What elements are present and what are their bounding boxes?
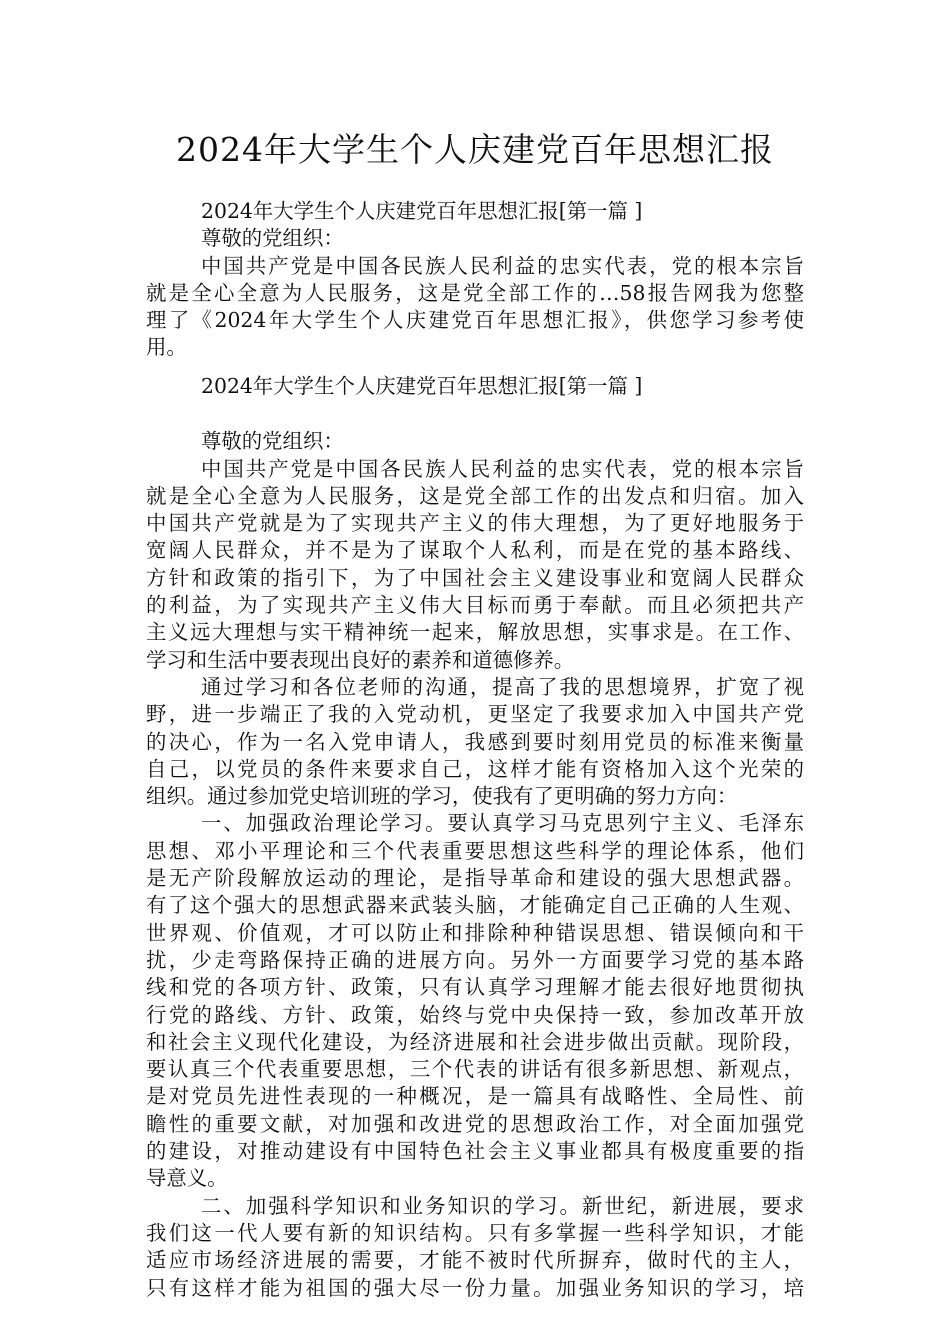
paragraph-line: 线和党的各项方针、政策，只有认真学习理解才能去很好地贯彻执 xyxy=(146,975,804,1000)
main-body-section xyxy=(146,373,804,1302)
paragraph-line: 学习和生活中要表现出良好的素养和道德修养。 xyxy=(146,647,575,672)
paragraph-2 xyxy=(146,674,804,810)
paragraph-line: 和社会主义现代化建设，为经济进展和社会进步做出贡献。现阶段， xyxy=(146,1029,804,1054)
paragraph-line: 的利益，为了实现共产主义伟大目标而勇于奉献。而且必须把共产 xyxy=(146,593,804,618)
paragraph-line: 思想、邓小平理论和三个代表重要思想这些科学的理论体系，他们 xyxy=(146,838,804,863)
paragraph-line: 扰，少走弯路保持正确的进展方向。另外一方面要学习党的基本路 xyxy=(146,947,804,972)
paragraph-3 xyxy=(146,810,804,1192)
paragraph-line: 世界观、价值观，才可以防止和排除种种错误思想、错误倾向和干 xyxy=(146,920,804,945)
summary-line: 理了《2024年大学生个人庆建党百年思想汇报》，供您学习参考使 xyxy=(146,308,804,333)
paragraph-line: 一、加强政治理论学习。要认真学习马克思列宁主义、毛泽东 xyxy=(201,811,804,836)
summary-heading: 2024年大学生个人庆建党百年思想汇报[第一篇 ] xyxy=(201,199,643,223)
summary-line: 用。 xyxy=(146,335,187,360)
paragraph-line: 我们这一代人要有新的知识结构。只有多掌握一些科学知识，才能 xyxy=(146,1220,804,1245)
paragraph-line: 就是全心全意为人民服务，这是党全部工作的出发点和归宿。加入 xyxy=(146,483,804,508)
paragraph-line: 是无产阶段解放运动的理论，是指导革命和建设的强大思想武器。 xyxy=(146,866,804,891)
paragraph-line: 组织。通过参加党史培训班的学习，使我有了更明确的努力方向： xyxy=(146,784,738,809)
paragraph-line: 瞻性的重要文献，对加强和改进党的思想政治工作，对全面加强党 xyxy=(146,1111,804,1136)
paragraph-line: 是对党员先进性表现的一种概况，是一篇具有战略性、全局性、前 xyxy=(146,1084,804,1109)
summary-line: 就是全心全意为人民服务，这是党全部工作的…58报告网我为您整 xyxy=(146,280,804,305)
paragraph-1 xyxy=(146,456,804,674)
paragraph-line: 中国共产党就是为了实现共产主义的伟大理想，为了更好地服务于 xyxy=(146,511,804,536)
paragraph-4 xyxy=(146,1193,804,1302)
paragraph-line: 导意义。 xyxy=(146,1166,228,1191)
paragraph-line: 野，进一步端正了我的入党动机，更坚定了我要求加入中国共产党 xyxy=(146,702,804,727)
summary-section xyxy=(146,198,804,362)
paragraph-line: 中国共产党是中国各民族人民利益的忠实代表，党的根本宗旨 xyxy=(201,456,804,481)
paragraph-line: 通过学习和各位老师的沟通，提高了我的思想境界，扩宽了视 xyxy=(201,674,804,699)
spacer xyxy=(146,400,804,428)
paragraph-line: 主义远大理想与实干精神统一起来，解放思想，实事求是。在工作、 xyxy=(146,620,804,645)
summary-line: 中国共产党是中国各民族人民利益的忠实代表，党的根本宗旨 xyxy=(201,253,804,278)
body-salutation: 尊敬的党组织： xyxy=(201,429,344,454)
paragraph-line: 的建设，对推动建设有中国特色社会主义事业都具有极度重要的指 xyxy=(146,1139,804,1164)
paragraph-line: 方针和政策的指引下，为了中国社会主义建设事业和宽阔人民群众 xyxy=(146,565,804,590)
paragraph-line: 自己，以党员的条件来要求自己，这样才能有资格加入这个光荣的 xyxy=(146,756,804,781)
paragraph-line: 只有这样才能为祖国的强大尽一份力量。加强业务知识的学习，培 xyxy=(146,1275,804,1300)
document-title: 2024年大学生个人庆建党百年思想汇报 xyxy=(176,130,774,169)
paragraph-line: 适应市场经济进展的需要，才能不被时代所摒弃，做时代的主人， xyxy=(146,1248,804,1273)
paragraph-line: 的决心，作为一名入党申请人，我感到要时刻用党员的标准来衡量 xyxy=(146,729,804,754)
summary-salutation: 尊敬的党组织： xyxy=(201,226,344,251)
body-heading: 2024年大学生个人庆建党百年思想汇报[第一篇 ] xyxy=(201,374,643,398)
paragraph-line: 有了这个强大的思想武器来武装头脑，才能确定自己正确的人生观、 xyxy=(146,893,804,918)
paragraph-line: 要认真三个代表重要思想，三个代表的讲话有很多新思想、新观点， xyxy=(146,1057,804,1082)
paragraph-line: 宽阔人民群众，并不是为了谋取个人私利，而是在党的基本路线、 xyxy=(146,538,804,563)
paragraph-line: 行党的路线、方针、政策，始终与党中央保持一致，参加改革开放 xyxy=(146,1002,804,1027)
paragraph-line: 二、加强科学知识和业务知识的学习。新世纪，新进展，要求 xyxy=(201,1193,804,1218)
